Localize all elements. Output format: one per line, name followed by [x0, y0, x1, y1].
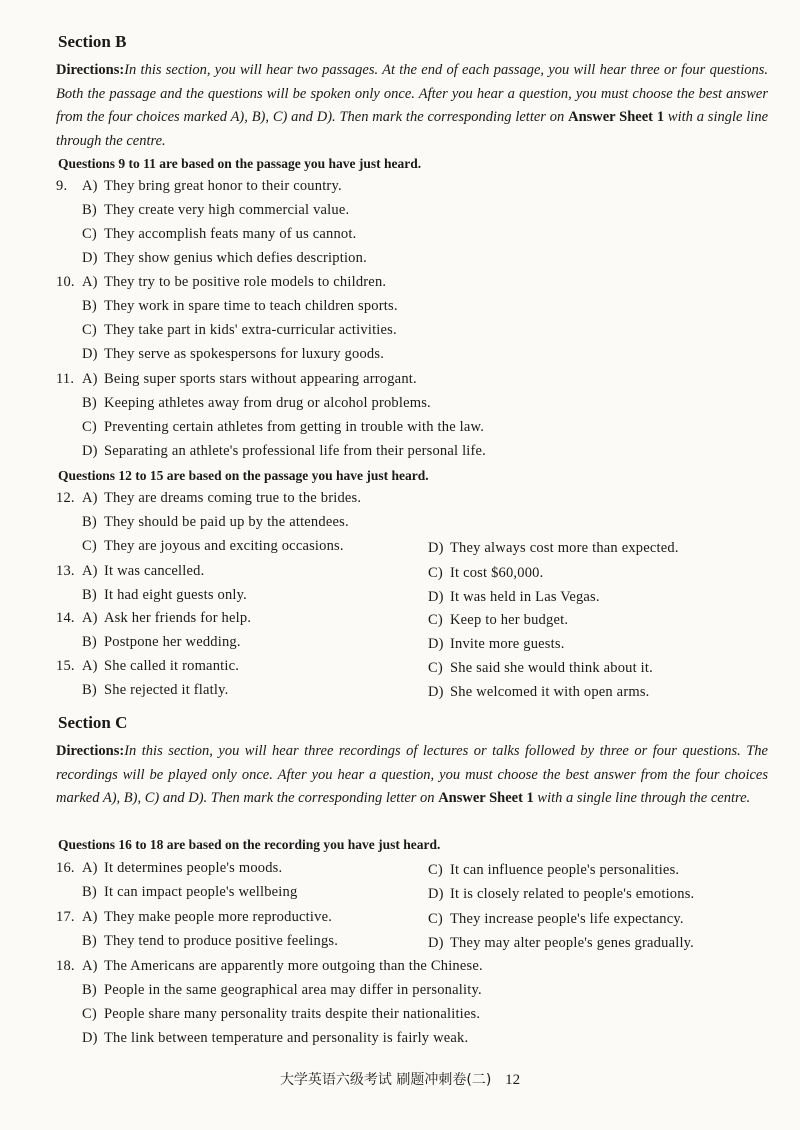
question-11-option-b: B) Keeping athletes away from drug or alcohol problems.	[82, 395, 431, 411]
section-c-title: Section C	[58, 713, 128, 732]
question-17-option-b: B) They tend to produce positive feelings.	[82, 933, 339, 949]
question-13-option-d: D) It was held in Las Vegas.	[428, 589, 600, 605]
question-17-option-a: 17. A) They make people more reproductive.	[56, 909, 333, 925]
question-12-option-d: D) They always cost more than expected.	[428, 540, 679, 556]
question-15-option-a: 15. A) She called it romantic.	[56, 658, 240, 674]
question-14-option-a: 14. A) Ask her friends for help.	[56, 610, 252, 626]
question-14-option-b: B) Postpone her wedding.	[82, 634, 241, 650]
question-13-option-b: B) It had eight guests only.	[82, 587, 247, 603]
directions-lead: Directions:	[56, 62, 125, 78]
footer-title: 大学英语六级考试 刷题冲刺卷(二)	[279, 1072, 492, 1088]
question-14-option-d: D) Invite more guests.	[428, 636, 565, 652]
section-b-directions	[56, 59, 768, 153]
directions-text: In this section, you will hear two passages. At the end of each passage, you will hear three or four questions. Both the passage and the questions will be spoken only once. After you hear a question, you must choose the best answer from the four choices marked A), B), C) and D). Then mark the corresponding letter on	[56, 62, 768, 125]
question-9-option-d: D) They show genius which defies description.	[82, 250, 367, 266]
question-11-option-c: C) Preventing certain athletes from getting in trouble with the law.	[82, 419, 485, 435]
directions-text-end: with a single line through the centre.	[533, 790, 751, 806]
question-16-option-d: D) It is closely related to people's emotions.	[428, 886, 695, 902]
question-group-heading: Questions 12 to 15 are based on the passage you have just heard.	[58, 468, 429, 483]
question-group-heading: Questions 9 to 11 are based on the passage you have just heard.	[58, 156, 422, 171]
section-c-directions	[56, 740, 768, 811]
question-16-option-c: C) It can influence people's personalities.	[428, 862, 680, 878]
page-footer	[0, 1069, 800, 1089]
question-13-option-c: C) It cost $60,000.	[428, 565, 544, 581]
question-10-option-d: D) They serve as spokespersons for luxury goods.	[82, 346, 385, 362]
directions-lead: Directions:	[56, 743, 125, 759]
answer-sheet-label: Answer Sheet 1	[438, 790, 534, 806]
directions-text: In this section, you will hear three recordings of lectures or talks followed by three or four questions. The recordings will be played only once. After you hear a question, you must choose the best answer from the four choices marked A), B), C) and D). Then mark the corresponding letter on	[56, 743, 768, 806]
question-11-option-a: 11. A) Being super sports stars without appearing arrogant.	[56, 371, 417, 387]
question-15-option-d: D) She welcomed it with open arms.	[428, 684, 650, 700]
question-12-option-b: B) They should be paid up by the attendees.	[82, 514, 349, 530]
question-11-option-d: D) Separating an athlete's professional life from their personal life.	[82, 443, 487, 459]
question-9-option-b: B) They create very high commercial value.	[82, 202, 350, 218]
question-18-option-d: D) The link between temperature and personality is fairly weak.	[82, 1030, 469, 1046]
question-18-option-c: C) People share many personality traits despite their nationalities.	[82, 1006, 481, 1022]
question-group-heading: Questions 16 to 18 are based on the recording you have just heard.	[58, 837, 441, 852]
question-17-option-c: C) They increase people's life expectancy.	[428, 911, 684, 927]
question-12-option-c: C) They are joyous and exciting occasions.	[82, 538, 344, 554]
section-b-title: Section B	[58, 32, 127, 51]
question-10-option-a: 10. A) They try to be positive role models to children.	[56, 274, 387, 290]
question-16-option-b: B) It can impact people's wellbeing	[82, 884, 298, 900]
question-17-option-d: D) They may alter people's genes gradually.	[428, 935, 695, 951]
question-10-option-b: B) They work in spare time to teach children sports.	[82, 298, 398, 314]
question-15-option-b: B) She rejected it flatly.	[82, 682, 229, 698]
answer-sheet-label: Answer Sheet 1	[568, 109, 665, 125]
question-14-option-c: C) Keep to her budget.	[428, 612, 569, 628]
directions-text-end: with a single line through the centre.	[56, 109, 768, 149]
question-15-option-c: C) She said she would think about it.	[428, 660, 653, 676]
question-16-option-a: 16. A) It determines people's moods.	[56, 860, 283, 876]
question-number: 9.	[56, 178, 68, 194]
question-18-option-a: 18. A) The Americans are apparently more outgoing than the Chinese.	[56, 958, 483, 974]
question-13-option-a: 13. A) It was cancelled.	[56, 563, 205, 579]
question-12-option-a: 12. A) They are dreams coming true to the brides.	[56, 490, 362, 506]
page-number: 12	[505, 1072, 521, 1088]
question-10-option-c: C) They take part in kids' extra-curricular activities.	[82, 322, 397, 338]
question-9-option-c: C) They accomplish feats many of us cannot.	[82, 226, 357, 242]
question-18-option-b: B) People in the same geographical area may differ in personality.	[82, 982, 482, 998]
question-9-option-a: 9. A) They bring great honor to their country.	[56, 178, 342, 194]
